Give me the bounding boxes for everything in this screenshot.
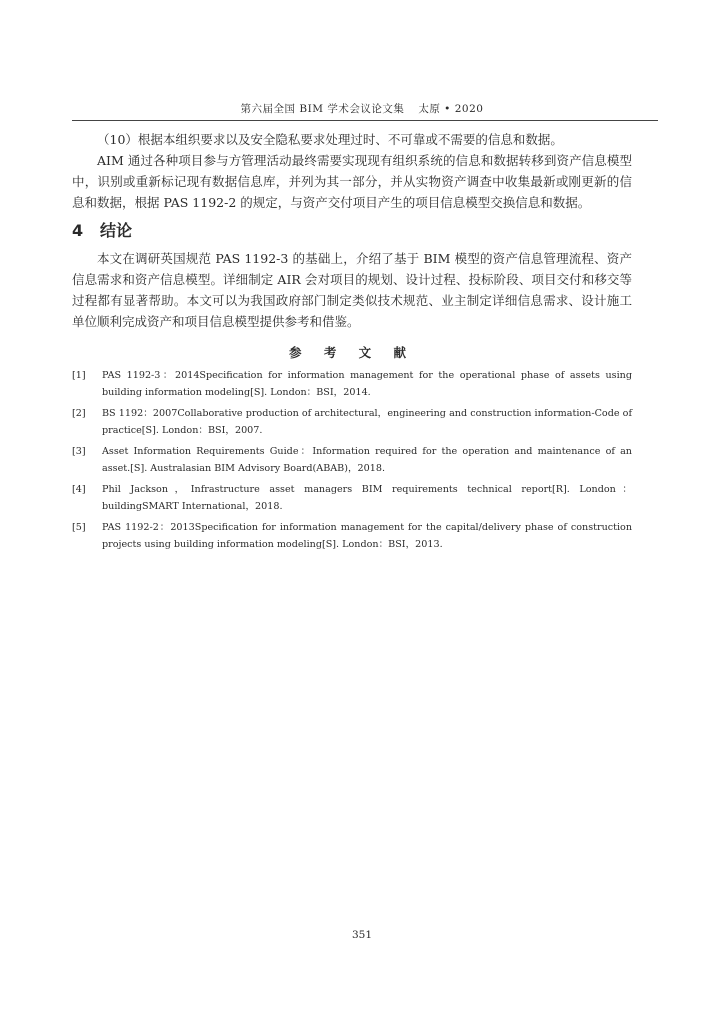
paragraph-item-10: （10）根据本组织要求以及安全隐私要求处理过时、不可靠或不需要的信息和数据。 [97, 132, 563, 147]
section-title: 结论 [100, 221, 133, 240]
references-list [72, 367, 632, 553]
reference-item [72, 405, 632, 439]
paragraph-conclusion: 本文在调研英国规范 PAS 1192-3 的基础上，介绍了基于 BIM 模型的资产信息管理流程、资产信息需求和资产信息模型。详细制定 AIR 会对项目的规划、设计过程、投标阶段、项目交付和移交等过程都有显著帮助。本文可以为我国政府部门制定类似技术规范、业主制定详细信息需求、设计施工单位顺利完成资产和项目信息模型提供参考和借鉴。 [72, 251, 632, 329]
reference-text: Phil Jackson，Infrastructure asset managers BIM requirements technical report[R]. London：buildingSMART International，2018. [102, 484, 632, 512]
paragraph-aim: AIM 通过各种项目参与方管理活动最终需要实现现有组织系统的信息和数据转移到资产信息模型中，识别或重新标记现有数据信息库，并列为其一部分，并从实物资产调查中收集最新或刚更新的信息和数据，根据 PAS 1192-2 的规定，与资产交付项目产生的项目信息模型交换信息和数据。 [72, 153, 632, 210]
section-number: 4 [72, 221, 84, 240]
section-heading-conclusion [72, 219, 632, 243]
references-heading: 参 考 文 献 [288, 345, 416, 360]
journal-title: 第六届全国 BIM 学术会议论文集 [240, 103, 405, 115]
reference-index: [2] [72, 408, 86, 419]
reference-item [72, 367, 632, 401]
page-number: 351 [351, 929, 373, 941]
reference-text: Asset Information Requirements Guide：Information required for the operation and maintenance of an asset.[S]. Australasian BIM Advisory Board(ABAB)，2018. [102, 446, 632, 474]
reference-index: [3] [72, 446, 86, 457]
header-rule [72, 120, 658, 121]
reference-item [72, 481, 632, 515]
location-year: 太原 • 2020 [418, 103, 484, 115]
page-body [72, 129, 632, 557]
reference-index: [4] [72, 484, 86, 495]
reference-text: PAS 1192-3：2014Specification for information management for the operational phase of assets using building information modeling[S]. London：BSI，2014. [102, 370, 632, 398]
running-header [0, 101, 724, 116]
reference-text: PAS 1192-2：2013Specification for information management for the capital/delivery phase of construction projects using building information modeling[S]. London：BSI，2013. [102, 522, 632, 550]
reference-item [72, 519, 632, 553]
reference-index: [1] [72, 370, 86, 381]
reference-index: [5] [72, 522, 86, 533]
reference-item [72, 443, 632, 477]
reference-text: BS 1192：2007Collaborative production of architectural，engineering and construction information-Code of practice[S]. London：BSI，2007. [102, 408, 632, 436]
